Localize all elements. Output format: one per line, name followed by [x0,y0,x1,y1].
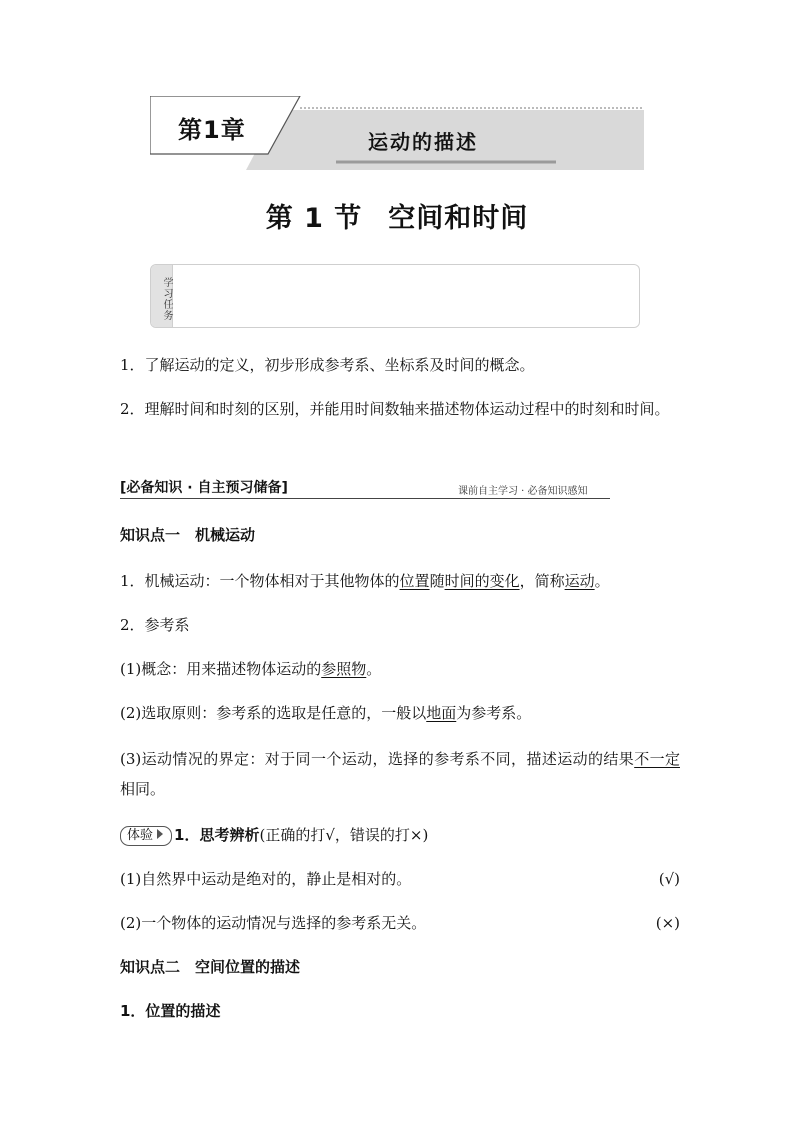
objective-2: 2．理解时间和时刻的区别，并能用时间数轴来描述物体运动过程中的时刻和时间。 [120,400,670,418]
kp1-item1-prefix: 1．机械运动：一个物体相对于其他物体的 [120,572,400,590]
kp1-item1-end: 。 [594,572,610,590]
study-task-tag: 学习任务 [151,265,173,327]
exercise-number: 1． [174,826,200,844]
kp1-sub1-end: 。 [366,660,382,678]
chapter-title: 运动的描述 [368,130,478,154]
kp1-sub3-end: 相同。 [120,780,166,798]
exercise-tag: 体验 [120,826,172,846]
kp1-item1-mid1: 随 [429,572,445,590]
section-title [0,196,794,235]
exercise-item-2: (2)一个物体的运动情况与选择的参考系无关。 [120,914,427,932]
kp1-sub1-prefix: (1)概念：用来描述物体运动的 [120,660,322,678]
prep-divider [120,498,610,499]
exercise-instruction: (正确的打√，错误的打×) [259,826,429,844]
kp1-sub3 [120,744,680,804]
section-name: 空间和时间 [388,203,529,234]
kp1-title: 知识点一 机械运动 [120,526,256,544]
chapter-label: 第1章 [178,116,246,144]
chapter-banner [150,96,646,176]
kp1-sub3-prefix: (3)运动情况的界定：对于同一个运动，选择的参考系不同，描述运动的结果 [120,750,635,768]
kp2-title: 知识点二 空间位置的描述 [120,958,301,976]
section-number: 第 1 节 [265,203,363,234]
kp1-item1-mid2: ，简称 [519,572,565,590]
exercise-header [120,820,680,850]
kp1-sub2-prefix: (2)选取原则：参考系的选取是任意的，一般以 [120,704,427,722]
kp2-item1: 1．位置的描述 [120,1002,221,1020]
exercise-answer-2: (×) [655,914,680,932]
blank-reference-object: 参照物 [321,660,367,678]
exercise-title: 思考辨析 [199,826,260,844]
exercise-item-1: (1)自然界中运动是绝对的，静止是相对的。 [120,870,412,888]
study-task-box [150,264,640,328]
kp1-sub2 [120,698,680,728]
objective-1: 1．了解运动的定义，初步形成参考系、坐标系及时间的概念。 [120,356,535,374]
blank-motion: 运动 [564,572,595,590]
blank-not-necessarily: 不一定 [634,750,680,768]
kp1-item1 [120,566,680,596]
kp1-sub2-end: 为参考系。 [456,704,532,722]
blank-time-change: 时间的变化 [444,572,520,590]
prep-note: 课前自主学习 · 必备知识感知 [458,486,588,497]
kp1-sub1 [120,654,680,684]
blank-ground: 地面 [426,704,457,722]
kp1-item2: 2．参考系 [120,616,190,634]
prep-heading: [必备知识 · 自主预习储备] [120,480,288,496]
exercise-answer-1: (√) [658,870,680,888]
blank-position: 位置 [399,572,430,590]
